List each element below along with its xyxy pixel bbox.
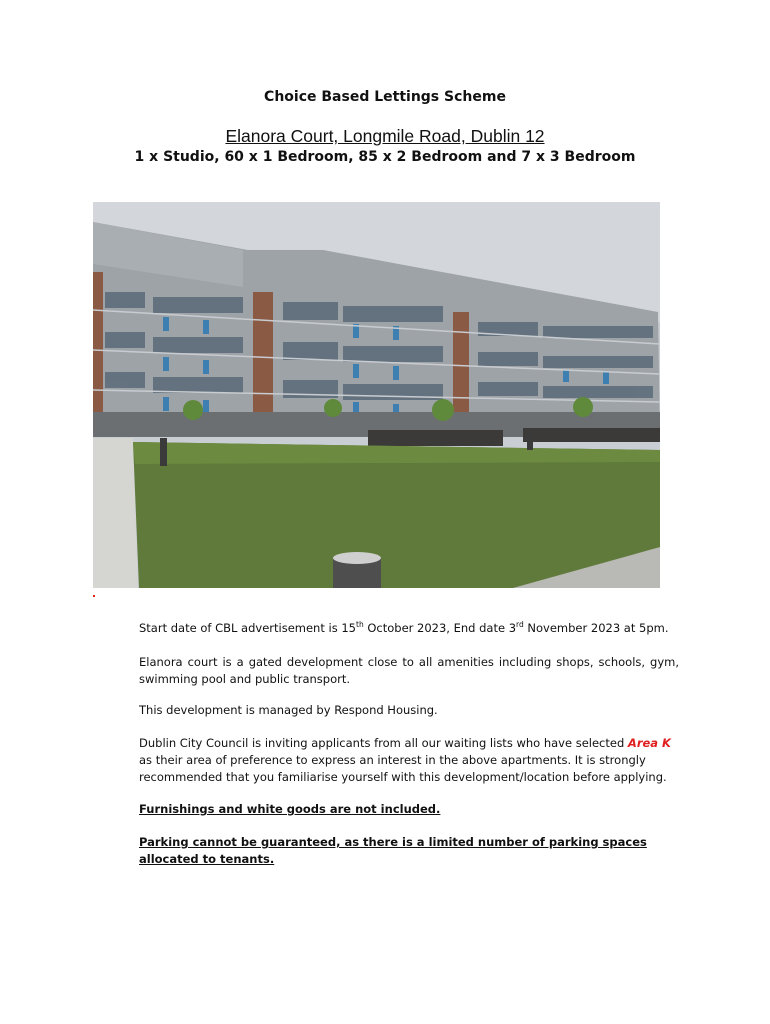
end-ordinal: rd [516, 620, 524, 630]
unit-mix: 1 x Studio, 60 x 1 Bedroom, 85 x 2 Bedroom and 7 x 3 Bedroom [134, 149, 636, 165]
advertisement-dates [139, 620, 679, 637]
scheme-title: Choice Based Lettings Scheme [264, 89, 506, 105]
end-suffix: November 2023 at 5pm. [523, 621, 669, 635]
start-middle: October 2023, End date 3 [363, 621, 517, 635]
start-prefix: Start date of CBL advertisement is 15 [139, 621, 356, 635]
area-label: Area K [627, 736, 671, 750]
start-ordinal: th [356, 620, 364, 630]
furnishings-notice: Furnishings and white goods are not included. [139, 802, 441, 816]
parking-notice: Parking cannot be guaranteed, as there is a limited number of parking spaces allocated to tenants. [139, 835, 647, 866]
management-paragraph: This development is managed by Respond Housing. [139, 703, 438, 717]
building-photo [93, 202, 660, 588]
stray-mark [93, 595, 95, 597]
property-title: Elanora Court, Longmile Road, Dublin 12 [225, 126, 545, 146]
invitation-paragraph [139, 735, 679, 786]
amenities-paragraph: Elanora court is a gated development close to all amenities including shops, schools, gym, swimming pool and public transport. [139, 655, 679, 686]
invitation-prefix: Dublin City Council is inviting applicants from all our waiting lists who have selected [139, 736, 628, 750]
invitation-suffix: as their area of preference to express an interest in the above apartments. It is strongly recommended that you familiarise yourself with this development/location before applying. [139, 753, 667, 784]
